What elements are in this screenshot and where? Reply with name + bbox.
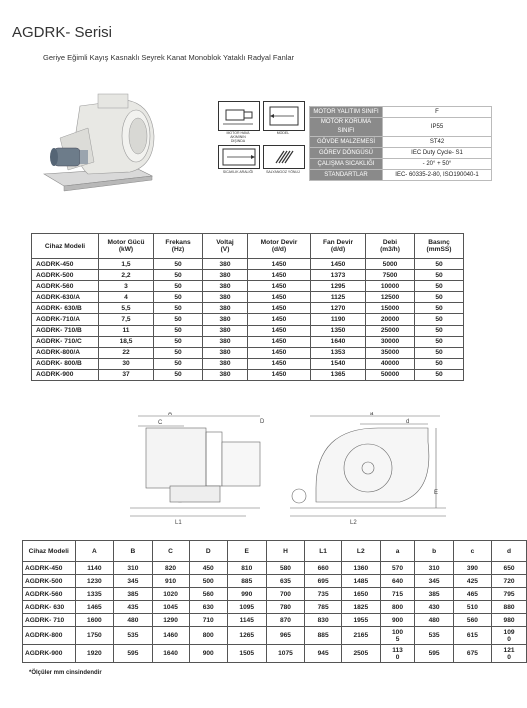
column-header-label: Basınç <box>428 239 450 246</box>
table-row <box>32 369 464 380</box>
value-cell: 595 <box>415 645 453 663</box>
value-cell: 1095 <box>227 601 266 614</box>
value-cell: 380 <box>203 314 248 325</box>
column-header: d <box>492 541 527 562</box>
model-cell: AGDRK- 630 <box>23 601 76 614</box>
value-cell: 1450 <box>248 292 311 303</box>
value-cell: 640 <box>380 575 415 588</box>
column-header <box>99 234 154 259</box>
fan-product-image <box>40 92 162 196</box>
table-row <box>23 562 527 575</box>
spec-row <box>310 118 492 137</box>
table-row <box>23 575 527 588</box>
dim-label: C <box>158 420 163 426</box>
table-row <box>23 627 527 645</box>
value-cell: 1270 <box>311 303 366 314</box>
value-cell: 50 <box>415 369 464 380</box>
value-cell: 710 <box>189 614 227 627</box>
spec-value: F <box>383 107 492 118</box>
value-cell: 1,5 <box>99 259 154 270</box>
page-subtitle: Geriye Eğimli Kayış Kasnaklı Seyrek Kanat Monoblok Yataklı Radyal Fanlar <box>43 53 295 62</box>
value-cell: 1450 <box>248 347 311 358</box>
value-cell: 885 <box>305 627 342 645</box>
value-cell: 570 <box>380 562 415 575</box>
value-cell: 345 <box>415 575 453 588</box>
value-cell: 380 <box>203 281 248 292</box>
value-cell: 510 <box>453 601 491 614</box>
value-cell: 50 <box>415 292 464 303</box>
value-cell: 480 <box>415 614 453 627</box>
dimensions-table <box>22 540 527 663</box>
value-cell: 50 <box>154 325 203 336</box>
value-cell: 630 <box>189 601 227 614</box>
value-cell: 380 <box>203 303 248 314</box>
dim-label: A <box>168 412 173 417</box>
model-cell: AGDRK- 800/B <box>32 358 99 369</box>
column-header <box>32 234 99 259</box>
column-header-unit: (m3/h) <box>380 246 400 253</box>
value-cell: 1045 <box>152 601 189 614</box>
spec-key: GÖREV DÖNGÜSÜ <box>310 148 383 159</box>
column-header: E <box>227 541 266 562</box>
value-cell: 50 <box>154 270 203 281</box>
table-row <box>32 347 464 358</box>
spec-row <box>310 170 492 181</box>
value-cell: 1540 <box>311 358 366 369</box>
value-cell: 385 <box>114 588 152 601</box>
value-cell: 5000 <box>366 259 415 270</box>
value-cell: 1335 <box>75 588 114 601</box>
spec-value: - 20° + 50° <box>383 159 492 170</box>
value-cell: 615 <box>453 627 491 645</box>
value-cell: 1265 <box>227 627 266 645</box>
model-cell: AGDRK- 630/B <box>32 303 99 314</box>
column-header: A <box>75 541 114 562</box>
value-cell: 1145 <box>227 614 266 627</box>
icon-caption: MODEL <box>276 131 290 135</box>
value-cell: 3 <box>99 281 154 292</box>
spec-value: IEC- 60335-2-80, ISO190040-1 <box>383 170 492 181</box>
spec-table <box>309 106 492 181</box>
value-cell: 380 <box>203 369 248 380</box>
table-row <box>23 601 527 614</box>
value-cell: 50 <box>154 369 203 380</box>
value-cell: 1450 <box>248 303 311 314</box>
value-cell: 5,5 <box>99 303 154 314</box>
table-row <box>32 281 464 292</box>
value-cell: 1505 <box>227 645 266 663</box>
value-cell: 50 <box>415 358 464 369</box>
column-header-label: Frekans <box>165 239 191 246</box>
model-cell: AGDRK-560 <box>23 588 76 601</box>
model-cell: AGDRK-450 <box>32 259 99 270</box>
value-cell: 595 <box>114 645 152 663</box>
table-row <box>23 645 527 663</box>
value-cell: 50 <box>154 336 203 347</box>
column-header: c <box>453 541 491 562</box>
value-cell: 795 <box>492 588 527 601</box>
value-cell: 1640 <box>152 645 189 663</box>
model-cell: AGDRK-500 <box>23 575 76 588</box>
table-row <box>32 270 464 281</box>
page-title: AGDRK- Serisi <box>12 24 113 41</box>
value-cell: 100 5 <box>380 627 415 645</box>
value-cell: 380 <box>203 347 248 358</box>
value-cell: 1450 <box>248 270 311 281</box>
value-cell: 50 <box>415 314 464 325</box>
value-cell: 1450 <box>248 336 311 347</box>
column-header-label: Cihaz Modeli <box>44 242 86 250</box>
value-cell: 780 <box>266 601 305 614</box>
value-cell: 660 <box>305 562 342 575</box>
value-cell: 50 <box>415 336 464 347</box>
column-header: Cihaz Modeli <box>23 541 76 562</box>
icon-caption: MOTOR HAVA <box>226 131 250 135</box>
value-cell: 1920 <box>75 645 114 663</box>
model-cell: AGDRK-630/A <box>32 292 99 303</box>
value-cell: 20000 <box>366 314 415 325</box>
table-row <box>32 325 464 336</box>
value-cell: 7,5 <box>99 314 154 325</box>
value-cell: 945 <box>305 645 342 663</box>
value-cell: 50 <box>415 325 464 336</box>
column-header: H <box>266 541 305 562</box>
value-cell: 10000 <box>366 281 415 292</box>
value-cell: 820 <box>152 562 189 575</box>
spec-key: STANDARTLAR <box>310 170 383 181</box>
value-cell: 1750 <box>75 627 114 645</box>
column-header: D <box>189 541 227 562</box>
dim-label: D <box>260 419 265 425</box>
dim-label: L1 <box>175 520 182 526</box>
column-header-unit: (d/d) <box>330 246 346 253</box>
value-cell: 50000 <box>366 369 415 380</box>
table-row <box>32 314 464 325</box>
column-header <box>366 234 415 259</box>
value-cell: 435 <box>114 601 152 614</box>
spec-value: IEC Duty Cycle- S1 <box>383 148 492 159</box>
column-header-unit: (d/d) <box>271 246 287 253</box>
value-cell: 1450 <box>248 281 311 292</box>
spec-value: ST42 <box>383 137 492 148</box>
model-icon <box>263 101 305 131</box>
value-cell: 800 <box>380 601 415 614</box>
value-cell: 50 <box>154 347 203 358</box>
value-cell: 50 <box>415 270 464 281</box>
value-cell: 12500 <box>366 292 415 303</box>
column-header-unit: (V) <box>220 246 230 253</box>
column-header <box>154 234 203 259</box>
dim-label: a <box>370 412 374 417</box>
model-cell: AGDRK- 710/B <box>32 325 99 336</box>
value-cell: 390 <box>453 562 491 575</box>
value-cell: 430 <box>415 601 453 614</box>
value-cell: 560 <box>453 614 491 627</box>
value-cell: 40000 <box>366 358 415 369</box>
value-cell: 310 <box>415 562 453 575</box>
column-header-unit: (mmSS) <box>426 246 452 253</box>
column-header-label: Motor Devir <box>260 239 298 246</box>
model-cell: AGDRK-560 <box>32 281 99 292</box>
value-cell: 720 <box>492 575 527 588</box>
model-cell: AGDRK-500 <box>32 270 99 281</box>
column-header: C <box>152 541 189 562</box>
column-header-label: Voltaj <box>216 239 234 246</box>
value-cell: 1140 <box>75 562 114 575</box>
value-cell: 345 <box>114 575 152 588</box>
model-cell: AGDRK-900 <box>23 645 76 663</box>
model-cell: AGDRK-900 <box>32 369 99 380</box>
column-header-unit: (Hz) <box>171 246 185 253</box>
performance-table <box>31 233 464 381</box>
value-cell: 50 <box>154 281 203 292</box>
value-cell: 1450 <box>248 325 311 336</box>
value-cell: 1450 <box>311 259 366 270</box>
value-cell: 900 <box>189 645 227 663</box>
value-cell: 35000 <box>366 347 415 358</box>
value-cell: 1295 <box>311 281 366 292</box>
icon-caption: AKIMININ <box>230 135 246 139</box>
value-cell: 535 <box>114 627 152 645</box>
value-cell: 15000 <box>366 303 415 314</box>
value-cell: 30 <box>99 358 154 369</box>
value-cell: 22 <box>99 347 154 358</box>
value-cell: 830 <box>305 614 342 627</box>
value-cell: 50 <box>154 303 203 314</box>
value-cell: 121 0 <box>492 645 527 663</box>
spec-row <box>310 137 492 148</box>
column-header: L1 <box>305 541 342 562</box>
table-row <box>23 588 527 601</box>
column-header: a <box>380 541 415 562</box>
value-cell: 800 <box>189 627 227 645</box>
value-cell: 380 <box>203 358 248 369</box>
temperature-range-icon <box>218 145 260 169</box>
column-header <box>248 234 311 259</box>
column-header <box>311 234 366 259</box>
spec-row <box>310 107 492 118</box>
value-cell: 1450 <box>248 259 311 270</box>
value-cell: 1825 <box>341 601 380 614</box>
value-cell: 1650 <box>341 588 380 601</box>
value-cell: 1230 <box>75 575 114 588</box>
value-cell: 50 <box>415 281 464 292</box>
spec-row <box>310 159 492 170</box>
value-cell: 50 <box>415 303 464 314</box>
value-cell: 380 <box>203 336 248 347</box>
value-cell: 50 <box>154 259 203 270</box>
value-cell: 1450 <box>248 369 311 380</box>
icon-caption: SALYANGOZ YÖNLÜ <box>266 170 300 174</box>
value-cell: 535 <box>415 627 453 645</box>
value-cell: 37 <box>99 369 154 380</box>
model-cell: AGDRK-800/A <box>32 347 99 358</box>
value-cell: 25000 <box>366 325 415 336</box>
value-cell: 380 <box>203 292 248 303</box>
footnote: *Ölçüler mm cinsindendir <box>29 670 102 676</box>
value-cell: 1955 <box>341 614 380 627</box>
column-header: L2 <box>341 541 380 562</box>
value-cell: 1450 <box>248 358 311 369</box>
value-cell: 50 <box>154 314 203 325</box>
icon-caption: SICAKLIK ARALIĞI <box>222 170 254 174</box>
value-cell: 1290 <box>152 614 189 627</box>
value-cell: 810 <box>227 562 266 575</box>
spec-row <box>310 148 492 159</box>
value-cell: 880 <box>492 601 527 614</box>
value-cell: 480 <box>114 614 152 627</box>
value-cell: 1020 <box>152 588 189 601</box>
value-cell: 50 <box>415 347 464 358</box>
model-cell: AGDRK-800 <box>23 627 76 645</box>
value-cell: 700 <box>266 588 305 601</box>
value-cell: 785 <box>305 601 342 614</box>
value-cell: 980 <box>492 614 527 627</box>
value-cell: 870 <box>266 614 305 627</box>
value-cell: 450 <box>189 562 227 575</box>
value-cell: 1350 <box>311 325 366 336</box>
motor-outside-airflow-icon <box>218 101 260 131</box>
value-cell: 7500 <box>366 270 415 281</box>
value-cell: 650 <box>492 562 527 575</box>
value-cell: 695 <box>305 575 342 588</box>
value-cell: 385 <box>415 588 453 601</box>
value-cell: 113 0 <box>380 645 415 663</box>
spec-value: IP55 <box>383 118 492 137</box>
table-row <box>32 358 464 369</box>
value-cell: 1600 <box>75 614 114 627</box>
dim-label: L2 <box>350 520 357 526</box>
column-header <box>203 234 248 259</box>
value-cell: 1075 <box>266 645 305 663</box>
column-header: b <box>415 541 453 562</box>
spec-key: ÇALIŞMA SICAKLIĞI <box>310 159 383 170</box>
value-cell: 990 <box>227 588 266 601</box>
value-cell: 2505 <box>341 645 380 663</box>
value-cell: 30000 <box>366 336 415 347</box>
value-cell: 50 <box>154 358 203 369</box>
value-cell: 500 <box>189 575 227 588</box>
value-cell: 560 <box>189 588 227 601</box>
spiral-case-icon <box>263 145 305 169</box>
value-cell: 425 <box>453 575 491 588</box>
value-cell: 900 <box>380 614 415 627</box>
value-cell: 18,5 <box>99 336 154 347</box>
value-cell: 675 <box>453 645 491 663</box>
table-row <box>23 614 527 627</box>
value-cell: 1640 <box>311 336 366 347</box>
value-cell: 50 <box>154 292 203 303</box>
value-cell: 715 <box>380 588 415 601</box>
column-header <box>415 234 464 259</box>
value-cell: 380 <box>203 270 248 281</box>
model-cell: AGDRK-450 <box>23 562 76 575</box>
value-cell: 1353 <box>311 347 366 358</box>
value-cell: 1485 <box>341 575 380 588</box>
column-header: B <box>114 541 152 562</box>
value-cell: 11 <box>99 325 154 336</box>
value-cell: 2165 <box>341 627 380 645</box>
value-cell: 1373 <box>311 270 366 281</box>
value-cell: 1460 <box>152 627 189 645</box>
table-row <box>32 303 464 314</box>
model-cell: AGDRK-710/A <box>32 314 99 325</box>
spec-key: GÖVDE MALZEMESİ <box>310 137 383 148</box>
value-cell: 4 <box>99 292 154 303</box>
value-cell: 1125 <box>311 292 366 303</box>
value-cell: 310 <box>114 562 152 575</box>
dim-label: E <box>434 490 439 496</box>
table-row <box>32 259 464 270</box>
column-header-label: Fan Devir <box>322 239 354 246</box>
model-cell: AGDRK- 710 <box>23 614 76 627</box>
value-cell: 2,2 <box>99 270 154 281</box>
table-row <box>32 292 464 303</box>
value-cell: 735 <box>305 588 342 601</box>
value-cell: 635 <box>266 575 305 588</box>
value-cell: 380 <box>203 325 248 336</box>
value-cell: 580 <box>266 562 305 575</box>
value-cell: 1465 <box>75 601 114 614</box>
value-cell: 1365 <box>311 369 366 380</box>
value-cell: 50 <box>415 259 464 270</box>
column-header-unit: (kW) <box>118 246 134 253</box>
spec-key: MOTOR KORUMA SINIFI <box>310 118 383 137</box>
dim-label: d <box>406 419 410 425</box>
value-cell: 1360 <box>341 562 380 575</box>
value-cell: 965 <box>266 627 305 645</box>
value-cell: 885 <box>227 575 266 588</box>
column-header-label: Motor Gücü <box>107 239 145 246</box>
model-cell: AGDRK- 710/C <box>32 336 99 347</box>
value-cell: 465 <box>453 588 491 601</box>
dimension-drawing <box>110 412 460 530</box>
table-row <box>32 336 464 347</box>
value-cell: 109 0 <box>492 627 527 645</box>
column-header-label: Debi <box>382 239 398 246</box>
spec-key: MOTOR YALITIM SINIFI <box>310 107 383 118</box>
value-cell: 910 <box>152 575 189 588</box>
value-cell: 1190 <box>311 314 366 325</box>
value-cell: 1450 <box>248 314 311 325</box>
icon-caption: DIŞINDA <box>230 139 246 143</box>
value-cell: 380 <box>203 259 248 270</box>
